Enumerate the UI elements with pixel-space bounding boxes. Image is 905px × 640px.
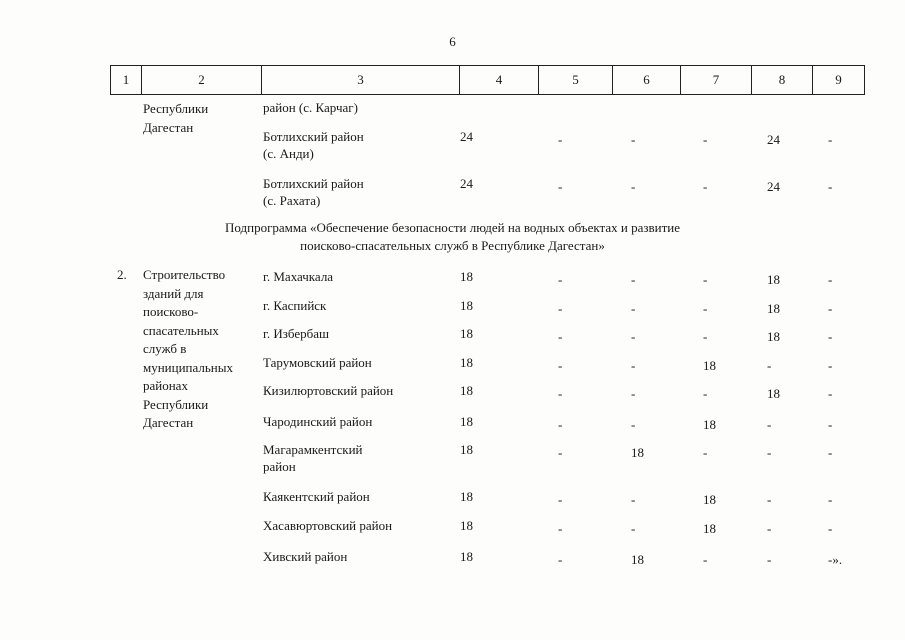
value-col-8: - — [767, 358, 772, 373]
value-col-5: - — [558, 445, 563, 460]
col2-line: Республики — [143, 101, 209, 116]
value-col-9: - — [828, 132, 833, 147]
value-col-6: - — [631, 386, 636, 401]
page-number: 6 — [449, 34, 456, 49]
value-col-5: - — [558, 132, 563, 147]
value-col-8: 18 — [767, 329, 780, 344]
value-col-4: 18 — [460, 414, 473, 429]
value-col-5: - — [558, 552, 563, 567]
value-col-5: - — [558, 179, 563, 194]
value-col-4: 24 — [460, 176, 473, 191]
district-name-line: г. Каспийск — [263, 298, 327, 313]
value-col-4: 18 — [460, 442, 473, 457]
district-name — [263, 99, 358, 116]
col2-line: Дагестан — [143, 415, 194, 430]
value-col-4: 18 — [460, 326, 473, 341]
subprogram-title-line2: поисково-спасательных служб в Республике Дагестан» — [300, 238, 605, 253]
district-name-line: Кизилюртовский район — [263, 383, 394, 398]
district-name — [263, 488, 370, 505]
value-col-8: 24 — [767, 179, 780, 194]
district-name-line: г. Махачкала — [263, 269, 334, 284]
value-col-7: 18 — [703, 521, 716, 536]
header-col-4: 4 — [459, 66, 538, 94]
value-col-4: 18 — [460, 269, 473, 284]
value-col-7: - — [703, 301, 708, 316]
value-col-8: 24 — [767, 132, 780, 147]
value-col-5: - — [558, 329, 563, 344]
value-col-7: - — [703, 386, 708, 401]
col2-line: поисково- — [143, 304, 199, 319]
col2-line: муниципальных — [143, 359, 234, 375]
value-col-6: - — [631, 329, 636, 344]
col2-line: служб в — [143, 341, 187, 356]
value-col-8: - — [767, 417, 772, 432]
value-col-5: - — [558, 417, 563, 432]
district-name — [263, 382, 393, 399]
value-col-6: - — [631, 492, 636, 507]
header-col-2: 2 — [141, 66, 261, 94]
value-col-9: - — [828, 492, 833, 507]
district-name-line: г. Избербаш — [263, 326, 329, 341]
row-number: 2. — [117, 267, 127, 282]
top-block-col2 — [143, 99, 253, 137]
value-col-5: - — [558, 492, 563, 507]
district-name — [263, 268, 333, 285]
district-name-line: Ботлихский район — [263, 129, 364, 144]
value-col-9: - — [828, 301, 833, 316]
value-col-9: - — [828, 358, 833, 373]
subprogram-title-line1: Подпрограмма «Обеспечение безопасности людей на водных объектах и развитие — [224, 220, 681, 235]
district-name-line: Хасавюртовский район — [263, 518, 393, 533]
district-name — [263, 441, 363, 475]
value-col-4: 18 — [460, 298, 473, 313]
value-col-9: - — [828, 329, 833, 344]
col2-line: Дагестан — [143, 120, 194, 135]
value-col-7: - — [703, 329, 708, 344]
header-col-8: 8 — [751, 66, 812, 94]
district-name-line: район (с. Карчаг) — [263, 100, 358, 115]
value-col-6: 18 — [631, 552, 644, 567]
col2-line: Республики — [143, 396, 209, 412]
value-col-8: 18 — [767, 386, 780, 401]
col2-line: Строительство — [143, 267, 226, 282]
value-col-5: - — [558, 272, 563, 287]
district-name — [263, 128, 364, 162]
district-name-line: Чародинский район — [263, 414, 373, 429]
value-col-7: 18 — [703, 358, 716, 373]
district-name-line: (с. Рахата) — [263, 193, 321, 208]
value-col-8: - — [767, 521, 772, 536]
district-name — [263, 325, 329, 342]
value-col-6: - — [631, 272, 636, 287]
value-col-8: - — [767, 492, 772, 507]
value-col-5: - — [558, 386, 563, 401]
value-col-9: - — [828, 386, 833, 401]
header-col-9: 9 — [812, 66, 864, 94]
value-col-6: - — [631, 417, 636, 432]
value-col-5: - — [558, 521, 563, 536]
value-col-6: - — [631, 301, 636, 316]
district-name — [263, 175, 364, 209]
value-col-9: - — [828, 521, 833, 536]
value-col-6: - — [631, 521, 636, 536]
value-col-8: 18 — [767, 301, 780, 316]
value-col-4: 18 — [460, 383, 473, 398]
value-col-4: 18 — [460, 518, 473, 533]
value-col-7: - — [703, 179, 708, 194]
value-col-5: - — [558, 358, 563, 373]
district-name — [263, 413, 372, 430]
value-col-9: - — [828, 179, 833, 194]
value-col-4: 18 — [460, 355, 473, 370]
district-name-line: (с. Анди) — [263, 146, 314, 161]
header-col-7: 7 — [680, 66, 751, 94]
block2-col2 — [143, 266, 253, 433]
value-col-5: - — [558, 301, 563, 316]
value-col-4: 18 — [460, 489, 473, 504]
value-col-4: 24 — [460, 129, 473, 144]
district-name-line: район — [263, 459, 296, 474]
district-name-line: Каякентский район — [263, 489, 370, 504]
col2-line: зданий для — [143, 285, 204, 301]
district-name-line: Тарумовский район — [263, 355, 372, 370]
header-col-6: 6 — [612, 66, 680, 94]
district-name — [263, 548, 347, 565]
header-col-5: 5 — [538, 66, 612, 94]
district-name — [263, 354, 372, 371]
value-col-9: -». — [828, 552, 843, 567]
value-col-7: 18 — [703, 417, 716, 432]
value-col-7: - — [703, 272, 708, 287]
district-name — [263, 297, 326, 314]
value-col-6: - — [631, 132, 636, 147]
value-col-9: - — [828, 272, 833, 287]
col2-line: районах — [143, 378, 188, 393]
value-col-6: - — [631, 358, 636, 373]
value-col-7: - — [703, 132, 708, 147]
district-name-line: Хивский район — [263, 549, 348, 564]
col2-line: спасательных — [143, 322, 219, 338]
value-col-4: 18 — [460, 549, 473, 564]
value-col-7: - — [703, 445, 708, 460]
value-col-6: 18 — [631, 445, 644, 460]
value-col-7: 18 — [703, 492, 716, 507]
district-name-line: Магарамкентский — [263, 442, 363, 457]
value-col-7: - — [703, 552, 708, 567]
value-col-6: - — [631, 179, 636, 194]
table-header — [110, 65, 865, 95]
value-col-8: - — [767, 552, 772, 567]
header-col-3: 3 — [261, 66, 459, 94]
header-col-1: 1 — [122, 72, 130, 87]
value-col-8: 18 — [767, 272, 780, 287]
value-col-9: - — [828, 445, 833, 460]
district-name — [263, 517, 392, 534]
district-name-line: Ботлихский район — [263, 176, 364, 191]
value-col-8: - — [767, 445, 772, 460]
value-col-9: - — [828, 417, 833, 432]
